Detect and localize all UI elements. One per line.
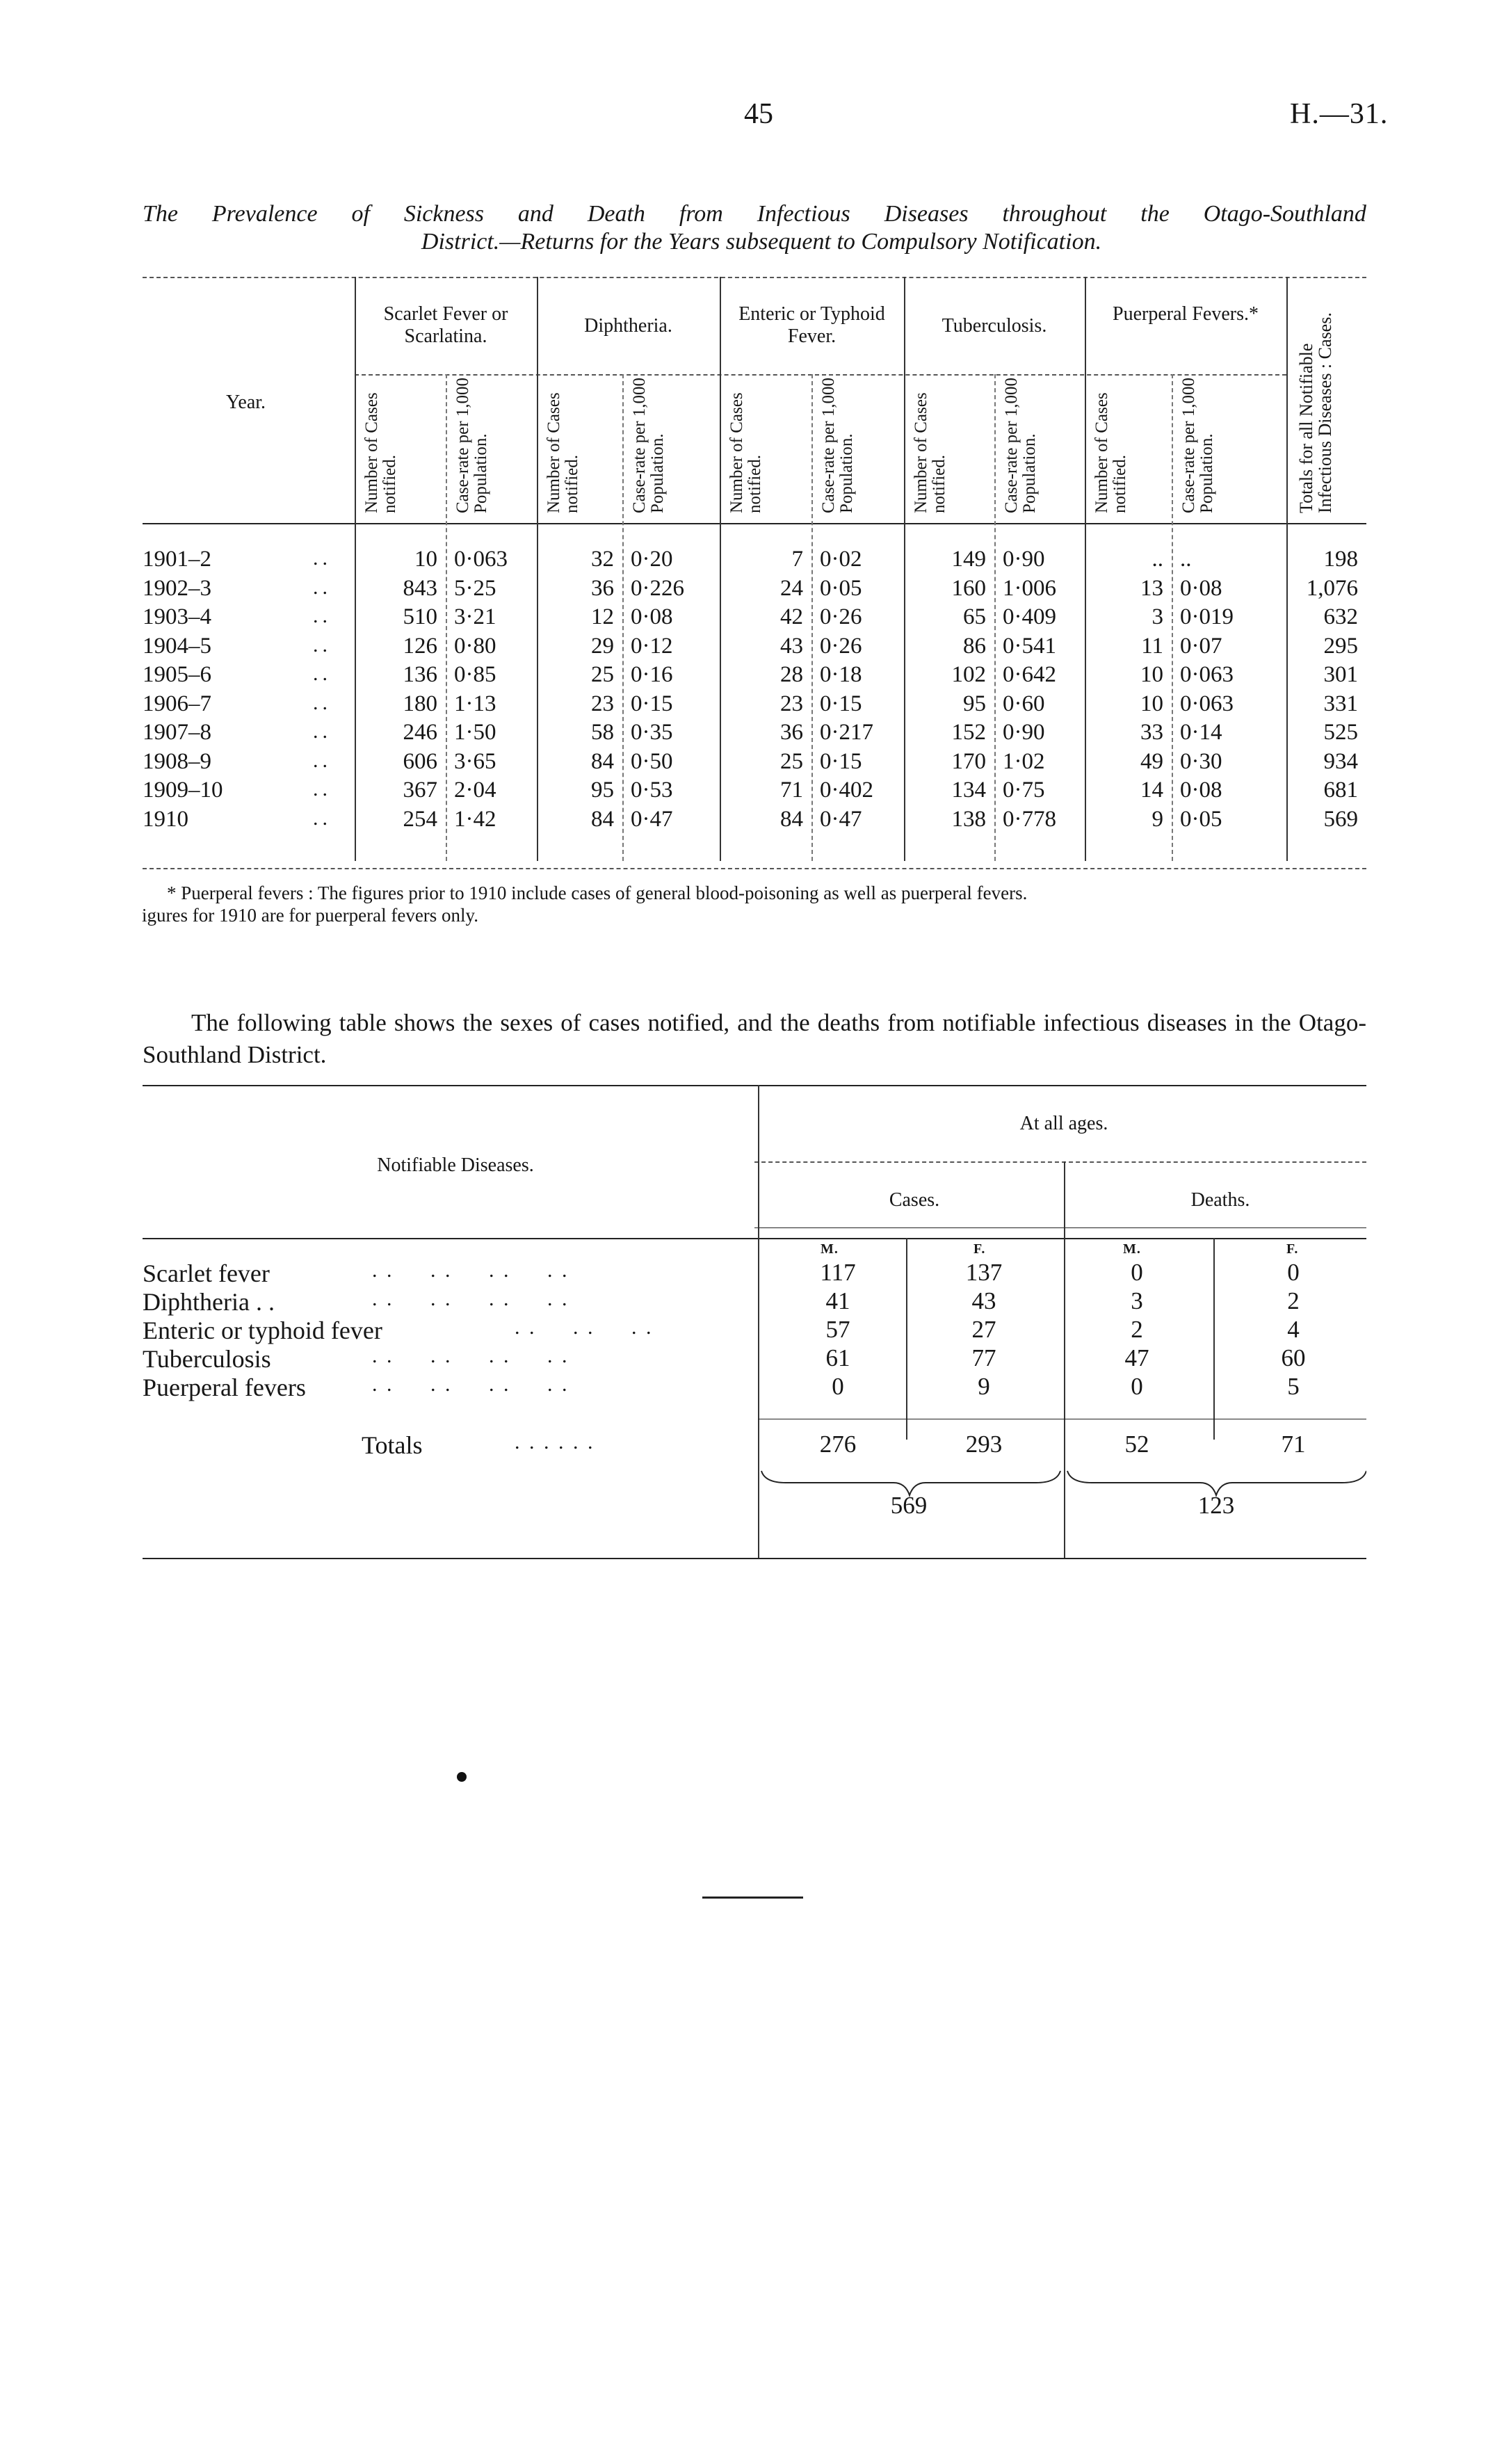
data-cell: 14 <box>1140 778 1163 803</box>
totals-leader: . . . . . . <box>515 1431 595 1454</box>
data-cell: 25 <box>591 662 614 687</box>
data-cell: 0·75 <box>1003 778 1045 803</box>
data-cell: 65 <box>963 604 986 629</box>
footnote-line-1: * Puerperal fevers : The figures prior to 1910 include cases of general blood-poisoning as well as puerperal fevers. <box>167 883 1028 903</box>
deaths-male-value: 2 <box>1131 1316 1143 1343</box>
cases-male-value: 57 <box>825 1316 850 1343</box>
sub-column-header: Number of Cases notified. <box>727 392 765 513</box>
deaths-header: Deaths. <box>1190 1189 1250 1211</box>
intro-paragraph <box>143 1007 1366 1070</box>
sub-column-header: Case-rate per 1,000 Population. <box>630 377 668 513</box>
deaths-male-value: 0 <box>1131 1373 1143 1400</box>
deaths-female-value: 2 <box>1287 1287 1300 1314</box>
data-cell: 58 <box>591 720 614 745</box>
total-deaths-female: 71 <box>1281 1431 1306 1458</box>
data-cell: 1·13 <box>454 691 496 716</box>
data-cell: 0·07 <box>1180 633 1222 659</box>
data-cell: 0·50 <box>631 748 673 774</box>
sub-column-header: Number of Cases notified. <box>544 392 582 513</box>
data-cell: 569 <box>1323 806 1358 832</box>
data-cell: 24 <box>780 575 803 601</box>
disease-leader: . . . . . . . . <box>372 1259 569 1282</box>
title-word: Sickness <box>403 201 484 227</box>
cases-female-value: 9 <box>978 1373 990 1400</box>
data-cell: 1·006 <box>1003 575 1056 601</box>
year-leader: .. <box>313 633 332 657</box>
data-cell: 136 <box>403 662 437 687</box>
data-cell: 12 <box>591 604 614 629</box>
total-cases-female: 293 <box>965 1431 1003 1458</box>
data-cell: 29 <box>591 633 614 659</box>
data-cell: 0·08 <box>631 604 673 629</box>
sub-column-header: Number of Cases notified. <box>362 392 400 513</box>
data-cell: 0·05 <box>1180 806 1222 832</box>
disease-name: Enteric or typhoid fever <box>143 1316 382 1344</box>
disease-name: Diphtheria . . <box>143 1288 275 1316</box>
data-cell: 0·60 <box>1003 691 1045 716</box>
data-cell: 138 <box>951 806 986 832</box>
table-sexes-and-deaths <box>143 1085 1366 1572</box>
title-word: the <box>1140 201 1170 227</box>
title-word: Diseases <box>884 201 969 227</box>
data-cell: 32 <box>591 547 614 572</box>
data-cell: 11 <box>1141 633 1163 659</box>
group-header: Scarlet Fever or Scarlatina. <box>383 303 508 348</box>
data-cell: 13 <box>1140 575 1163 601</box>
data-cell: 43 <box>780 633 803 659</box>
data-cell: 0·26 <box>820 604 862 629</box>
data-cell: 367 <box>403 778 437 803</box>
data-cell: 3 <box>1151 604 1163 629</box>
data-cell: 33 <box>1140 720 1163 745</box>
data-cell: 1·50 <box>454 720 496 745</box>
title-line-1 <box>143 200 1366 228</box>
table1-title <box>143 200 1366 256</box>
data-cell: 2·04 <box>454 778 496 803</box>
year-leader: .. <box>313 547 332 570</box>
sub-column-header: Case-rate per 1,000 Population. <box>453 377 491 513</box>
data-cell: 843 <box>403 575 437 601</box>
group-header: Diphtheria. <box>584 315 672 337</box>
year-leader: .. <box>313 806 332 830</box>
data-cell: 102 <box>951 662 986 687</box>
title-word: throughout <box>1002 201 1107 227</box>
deaths-female-value: 0 <box>1287 1259 1300 1286</box>
data-cell: 0·778 <box>1003 806 1056 832</box>
data-cell: 0·15 <box>820 691 862 716</box>
cases-male-value: 0 <box>832 1373 844 1400</box>
sub-column-rule <box>446 374 447 861</box>
cases-female-value: 43 <box>971 1287 996 1314</box>
total-deaths-male: 52 <box>1124 1431 1149 1458</box>
cases-female-value: 77 <box>971 1344 996 1371</box>
year-cell: 1909–10 <box>143 778 223 803</box>
year-cell: 1906–7 <box>143 691 211 716</box>
deaths-female-label: F. <box>1286 1241 1299 1257</box>
sub-column-rule <box>1172 374 1173 861</box>
data-cell: 681 <box>1323 778 1358 803</box>
data-cell: 0·85 <box>454 662 496 687</box>
title-word: Infectious <box>757 201 850 227</box>
at-all-ages-header: At all ages. <box>1019 1113 1108 1134</box>
disease-name: Scarlet fever <box>143 1259 270 1287</box>
sub-column-rule <box>622 374 624 861</box>
data-cell: 0·47 <box>820 806 862 832</box>
cases-header: Cases. <box>889 1189 940 1211</box>
footnote-line-2: igures for 1910 are for puerperal fevers only. <box>142 905 479 926</box>
disease-leader: . . . . . . . . <box>372 1344 569 1367</box>
deaths-male-label: M. <box>1123 1241 1141 1257</box>
year-cell: 1905–6 <box>143 662 211 687</box>
cases-female-value: 27 <box>971 1316 996 1343</box>
deaths-female-value: 4 <box>1287 1316 1300 1343</box>
title-word: Otago-Southland <box>1203 201 1366 227</box>
cases-grand-total: 569 <box>890 1492 928 1519</box>
data-cell: 1·02 <box>1003 748 1045 774</box>
data-cell: 25 <box>780 748 803 774</box>
data-cell: 84 <box>591 806 614 832</box>
sub-column-header: Case-rate per 1,000 Population. <box>1179 377 1217 513</box>
data-cell: 0·063 <box>1180 662 1234 687</box>
sub-column-header: Number of Cases notified. <box>1092 392 1130 513</box>
data-cell: 0·642 <box>1003 662 1056 687</box>
data-cell: 0·20 <box>631 547 673 572</box>
data-cell: 0·15 <box>820 748 862 774</box>
year-leader: .. <box>313 748 332 772</box>
total-cases-male: 276 <box>819 1431 857 1458</box>
data-cell: 0·05 <box>820 575 862 601</box>
data-cell: 632 <box>1323 604 1358 629</box>
data-cell: 301 <box>1323 662 1358 687</box>
data-cell: 84 <box>591 748 614 774</box>
title-word: The <box>143 201 178 227</box>
data-cell: 295 <box>1323 633 1358 659</box>
disease-name: Puerperal fevers <box>143 1374 306 1401</box>
cases-male-value: 117 <box>820 1259 856 1286</box>
page-number: 45 <box>744 98 773 130</box>
data-cell: 9 <box>1151 806 1163 832</box>
year-column-header: Year. <box>226 392 266 413</box>
group-header: Puerperal Fevers.* <box>1113 303 1259 325</box>
title-word: Death <box>587 201 645 227</box>
deaths-grand-total: 123 <box>1197 1492 1235 1519</box>
end-rule <box>702 1897 803 1899</box>
data-cell: 5·25 <box>454 575 496 601</box>
data-cell: 0·90 <box>1003 720 1045 745</box>
data-cell: 95 <box>591 778 614 803</box>
data-cell: 198 <box>1323 547 1358 572</box>
year-cell: 1910 <box>143 806 188 832</box>
data-cell: 3·65 <box>454 748 496 774</box>
year-leader: .. <box>313 662 332 685</box>
group-header: Enteric or Typhoid Fever. <box>738 303 885 348</box>
year-cell: 1908–9 <box>143 748 211 774</box>
page-reference: H.—31. <box>1290 98 1389 130</box>
disease-leader: . . . . . . . . <box>372 1287 569 1310</box>
sub-column-rule <box>994 374 996 861</box>
year-cell: 1904–5 <box>143 633 211 659</box>
data-cell: 152 <box>951 720 986 745</box>
data-cell: 10 <box>1140 691 1163 716</box>
data-cell: 160 <box>951 575 986 601</box>
data-cell: 0·019 <box>1180 604 1234 629</box>
footnote-puerperal <box>142 882 1384 927</box>
data-cell: 0·063 <box>1180 691 1234 716</box>
data-cell: 0·541 <box>1003 633 1056 659</box>
year-cell: 1907–8 <box>143 720 211 745</box>
data-cell: 0·063 <box>454 547 508 572</box>
data-cell: 254 <box>403 806 437 832</box>
cases-female-label: F. <box>973 1241 986 1257</box>
year-leader: .. <box>313 575 332 599</box>
data-cell: 149 <box>951 547 986 572</box>
sub-column-header: Case-rate per 1,000 Population. <box>1002 377 1040 513</box>
data-cell: .. <box>1151 547 1163 572</box>
data-cell: 0·02 <box>820 547 862 572</box>
year-leader: .. <box>313 778 332 800</box>
cases-male-label: M. <box>821 1241 839 1257</box>
data-cell: .. <box>1180 547 1192 572</box>
data-cell: 0·14 <box>1180 720 1222 745</box>
data-cell: 23 <box>591 691 614 716</box>
deaths-male-value: 0 <box>1131 1259 1143 1286</box>
sub-column-header: Case-rate per 1,000 Population. <box>819 377 857 513</box>
bullet-mark <box>457 1772 467 1782</box>
data-cell: 0·226 <box>631 575 684 601</box>
disease-leader: . . . . . . . . <box>372 1373 569 1396</box>
data-cell: 7 <box>791 547 803 572</box>
disease-name: Tuberculosis <box>143 1345 271 1373</box>
deaths-male-value: 3 <box>1131 1287 1143 1314</box>
data-cell: 0·18 <box>820 662 862 687</box>
title-word: of <box>351 201 370 227</box>
title-word: Prevalence <box>211 201 318 227</box>
data-cell: 0·217 <box>820 720 873 745</box>
data-cell: 170 <box>951 748 986 774</box>
data-cell: 525 <box>1323 720 1358 745</box>
data-cell: 0·409 <box>1003 604 1056 629</box>
data-cell: 49 <box>1140 748 1163 774</box>
data-cell: 42 <box>780 604 803 629</box>
data-cell: 0·08 <box>1180 575 1222 601</box>
year-leader: .. <box>313 604 332 627</box>
data-cell: 134 <box>951 778 986 803</box>
data-cell: 0·16 <box>631 662 673 687</box>
data-cell: 86 <box>963 633 986 659</box>
totals-column-header: Totals for all Notifiable Infectious Diseases : Cases. <box>1296 312 1336 513</box>
data-cell: 1,076 <box>1306 575 1358 601</box>
data-cell: 246 <box>403 720 437 745</box>
year-cell: 1903–4 <box>143 604 211 629</box>
year-cell: 1902–3 <box>143 575 211 601</box>
data-cell: 331 <box>1323 691 1358 716</box>
year-leader: .. <box>313 720 332 743</box>
data-cell: 180 <box>403 691 437 716</box>
data-cell: 0·08 <box>1180 778 1222 803</box>
data-cell: 0·90 <box>1003 547 1045 572</box>
deaths-female-value: 5 <box>1287 1373 1300 1400</box>
sub-column-header: Number of Cases notified. <box>912 392 949 513</box>
cases-female-value: 137 <box>965 1259 1003 1286</box>
data-cell: 10 <box>1140 662 1163 687</box>
data-cell: 3·21 <box>454 604 496 629</box>
data-cell: 95 <box>963 691 986 716</box>
data-cell: 0·402 <box>820 778 873 803</box>
data-cell: 0·26 <box>820 633 862 659</box>
disease-leader: . . . . . . <box>515 1316 654 1339</box>
deaths-male-value: 47 <box>1124 1344 1149 1371</box>
year-leader: .. <box>313 691 332 714</box>
group-header: Tuberculosis. <box>942 315 1047 337</box>
sub-column-rule <box>811 374 813 861</box>
data-cell: 510 <box>403 604 437 629</box>
data-cell: 934 <box>1323 748 1358 774</box>
intro-paragraph-text: The following table shows the sexes of cases notified, and the deaths from notifiable infectious diseases in the Otago-Southland District. <box>143 1009 1366 1068</box>
deaths-female-value: 60 <box>1281 1344 1306 1371</box>
title-line-2: District.—Returns for the Years subsequent to Compulsory Notification. <box>421 229 1102 255</box>
data-cell: 0·15 <box>631 691 673 716</box>
total-braces <box>758 1467 1366 1502</box>
data-cell: 0·30 <box>1180 748 1222 774</box>
cases-male-value: 41 <box>825 1287 850 1314</box>
data-cell: 10 <box>414 547 437 572</box>
year-cell: 1901–2 <box>143 547 211 572</box>
data-cell: 84 <box>780 806 803 832</box>
data-cell: 0·80 <box>454 633 496 659</box>
data-cell: 0·35 <box>631 720 673 745</box>
data-cell: 71 <box>780 778 803 803</box>
data-cell: 0·47 <box>631 806 673 832</box>
title-word: and <box>517 201 553 227</box>
data-cell: 606 <box>403 748 437 774</box>
data-cell: 0·53 <box>631 778 673 803</box>
title-word: from <box>679 201 723 227</box>
data-cell: 1·42 <box>454 806 496 832</box>
data-cell: 36 <box>591 575 614 601</box>
cases-male-value: 61 <box>825 1344 850 1371</box>
data-cell: 126 <box>403 633 437 659</box>
data-cell: 23 <box>780 691 803 716</box>
totals-label: Totals <box>362 1431 423 1459</box>
notifiable-diseases-header: Notifiable Diseases. <box>377 1154 534 1176</box>
data-cell: 0·12 <box>631 633 673 659</box>
data-cell: 36 <box>780 720 803 745</box>
data-cell: 28 <box>780 662 803 687</box>
